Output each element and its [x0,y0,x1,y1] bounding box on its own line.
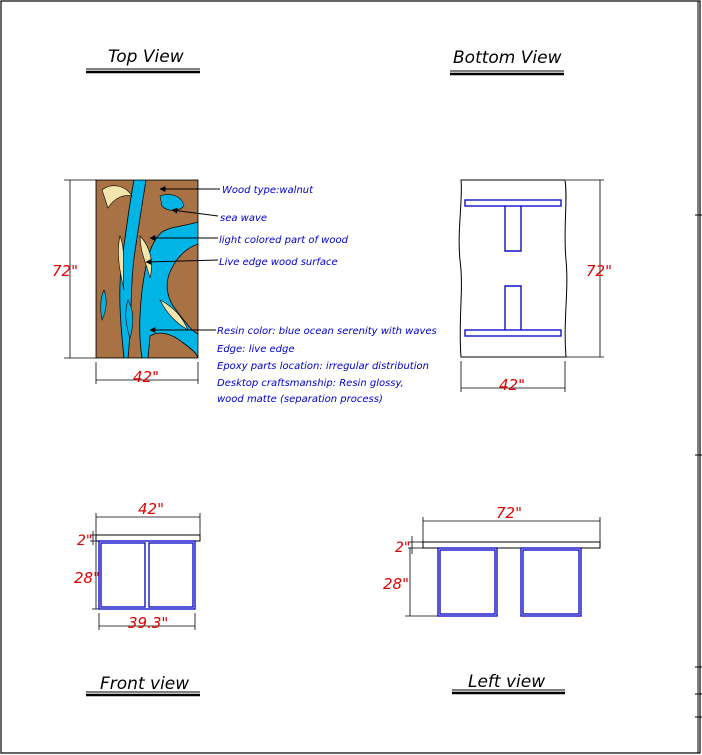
top-width-label: 42" [133,368,159,386]
annotation-spec-2: Edge: live edge [217,344,295,355]
annotation-wood-type: Wood type:walnut [222,185,314,196]
bottom-view-title: Bottom View [453,48,562,68]
left-view-dimensions [405,517,600,616]
front-tabletop [96,535,200,541]
front-leg-span-label: 39.3" [128,614,169,632]
annotation-live-edge-surface: Live edge wood surface [219,257,338,268]
front-thickness-label: 2" [77,533,93,549]
left-legs [438,548,581,616]
annotation-sea-wave: sea wave [220,213,268,224]
annotation-spec-4: Desktop craftsmanship: Resin glossy, [217,378,404,389]
annotation-spec-5: wood matte (separation process) [217,394,383,405]
left-length-label: 72" [496,504,522,522]
bottom-width-label: 42" [499,376,525,394]
front-width-label: 42" [138,500,164,518]
annotation-light-wood: light colored part of wood [219,235,348,246]
front-legs [99,541,195,609]
top-view-title: Top View [108,47,184,67]
front-height-label: 28" [74,569,100,587]
left-tabletop [423,542,600,548]
left-thickness-label: 2" [395,540,411,556]
top-view-tabletop [96,180,198,358]
bottom-length-label: 72" [586,262,612,280]
annotation-spec-3: Epoxy parts location: irregular distribution [217,361,429,372]
front-view-title: Front view [100,674,190,694]
top-length-label: 72" [52,262,78,280]
annotation-spec-1: Resin color: blue ocean serenity with waves [217,326,437,337]
left-height-label: 28" [383,575,409,593]
sheet-border [1,1,700,753]
left-view-title: Left view [468,672,546,692]
